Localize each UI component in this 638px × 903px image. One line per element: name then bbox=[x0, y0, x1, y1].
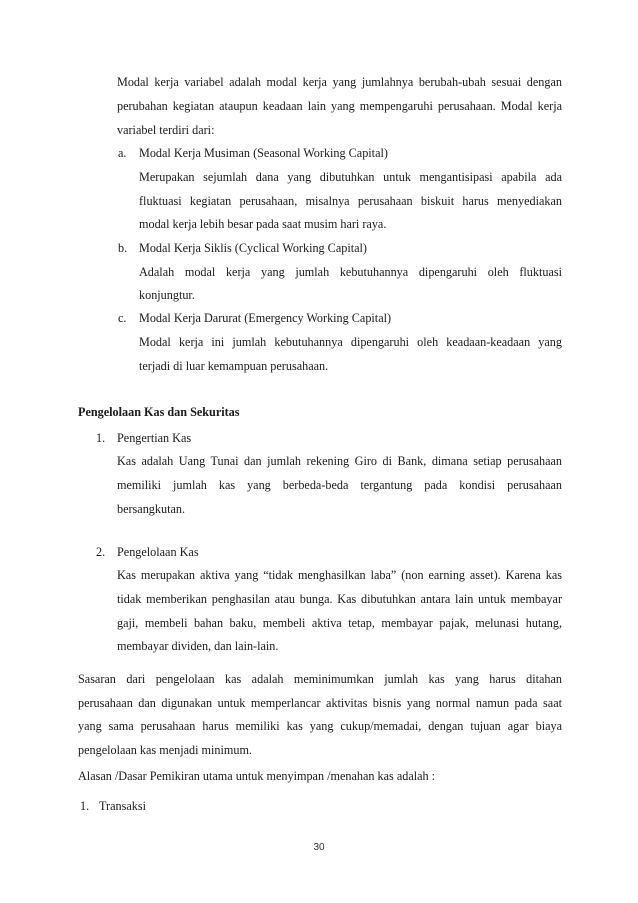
list-marker-a: a. bbox=[118, 146, 127, 160]
sasaran-line-2: perusahaan dan digunakan untuk memperlancar aktivitas bisnis yang normal namun pada saat bbox=[78, 696, 562, 710]
intro-line-1: Modal kerja variabel adalah modal kerja yang jumlahnya berubah-ubah sesuai dengan bbox=[117, 75, 562, 89]
page-number: 30 bbox=[313, 842, 325, 853]
alasan-marker-1: 1. bbox=[80, 799, 90, 813]
modal-item-b-line-2: konjungtur. bbox=[139, 288, 195, 302]
kas-item-2-line-1: Kas merupakan aktiva yang “tidak menghasilkan laba” (non earning asset). Karena kas bbox=[117, 568, 562, 582]
kas-item-1-line-1: Kas adalah Uang Tunai dan jumlah rekening Giro di Bank, dimana setiap perusahaan bbox=[117, 454, 562, 468]
kas-item-2-line-4: membayar dividen, dan lain-lain. bbox=[117, 639, 279, 653]
sasaran-line-1: Sasaran dari pengelolaan kas adalah meminimumkan jumlah kas yang harus ditahan bbox=[78, 672, 562, 686]
intro-line-3: variabel terdiri dari: bbox=[117, 123, 215, 137]
modal-item-c-title: Modal Kerja Darurat (Emergency Working Capital) bbox=[139, 311, 392, 325]
kas-item-1-title: Pengertian Kas bbox=[117, 431, 192, 445]
kas-item-2-line-3: gaji, membeli bahan baku, membeli aktiva tetap, membayar pajak, melunasi hutang, bbox=[117, 616, 562, 630]
modal-item-c-line-1: Modal kerja ini jumlah kebutuhannya dipengaruhi oleh keadaan-keadaan yang bbox=[139, 335, 562, 349]
list-marker-b: b. bbox=[118, 241, 128, 255]
kas-item-2-line-2: tidak memberikan penghasilan atau bunga. Kas dibutuhkan antara lain untuk membayar bbox=[117, 592, 562, 606]
sasaran-line-4: pengelolaan kas menjadi minimum. bbox=[78, 743, 252, 757]
list-marker-1: 1. bbox=[96, 431, 106, 445]
list-marker-2: 2. bbox=[96, 545, 106, 559]
modal-item-a-line-2: fluktuasi kegiatan perusahaan, misalnya perusahaan biskuit harus menyediakan bbox=[139, 194, 562, 208]
list-marker-c: c. bbox=[118, 311, 127, 325]
intro-line-2: perubahan kegiatan ataupun keadaan lain yang mempengaruhi perusahaan. Modal kerja bbox=[117, 99, 562, 113]
modal-item-b-line-1: Adalah modal kerja yang jumlah kebutuhannya dipengaruhi oleh fluktuasi bbox=[139, 265, 562, 279]
alasan-item-1: Transaksi bbox=[99, 799, 146, 813]
kas-item-1-line-2: memiliki jumlah kas yang berbeda-beda tergantung pada kondisi perusahaan bbox=[117, 478, 562, 492]
modal-item-a-line-3: modal kerja lebih besar pada saat musim hari raya. bbox=[139, 217, 387, 231]
kas-item-2-title: Pengelolaan Kas bbox=[117, 545, 199, 559]
alasan-line: Alasan /Dasar Pemikiran utama untuk menyimpan /menahan kas adalah : bbox=[78, 769, 436, 783]
section-heading: Pengelolaan Kas dan Sekuritas bbox=[78, 405, 240, 419]
modal-item-a-title: Modal Kerja Musiman (Seasonal Working Capital) bbox=[139, 146, 388, 160]
sasaran-line-3: yang sama perusahaan harus memiliki kas yang cukup/memadai, dengan tujuan agar biaya bbox=[78, 719, 562, 733]
kas-item-1-line-3: bersangkutan. bbox=[117, 502, 186, 516]
modal-item-b-title: Modal Kerja Siklis (Cyclical Working Capital) bbox=[139, 241, 367, 255]
modal-item-a-line-1: Merupakan sejumlah dana yang dibutuhkan untuk mengantisipasi apabila ada bbox=[139, 170, 562, 184]
modal-item-c-line-2: terjadi di luar kemampuan perusahaan. bbox=[139, 359, 329, 373]
